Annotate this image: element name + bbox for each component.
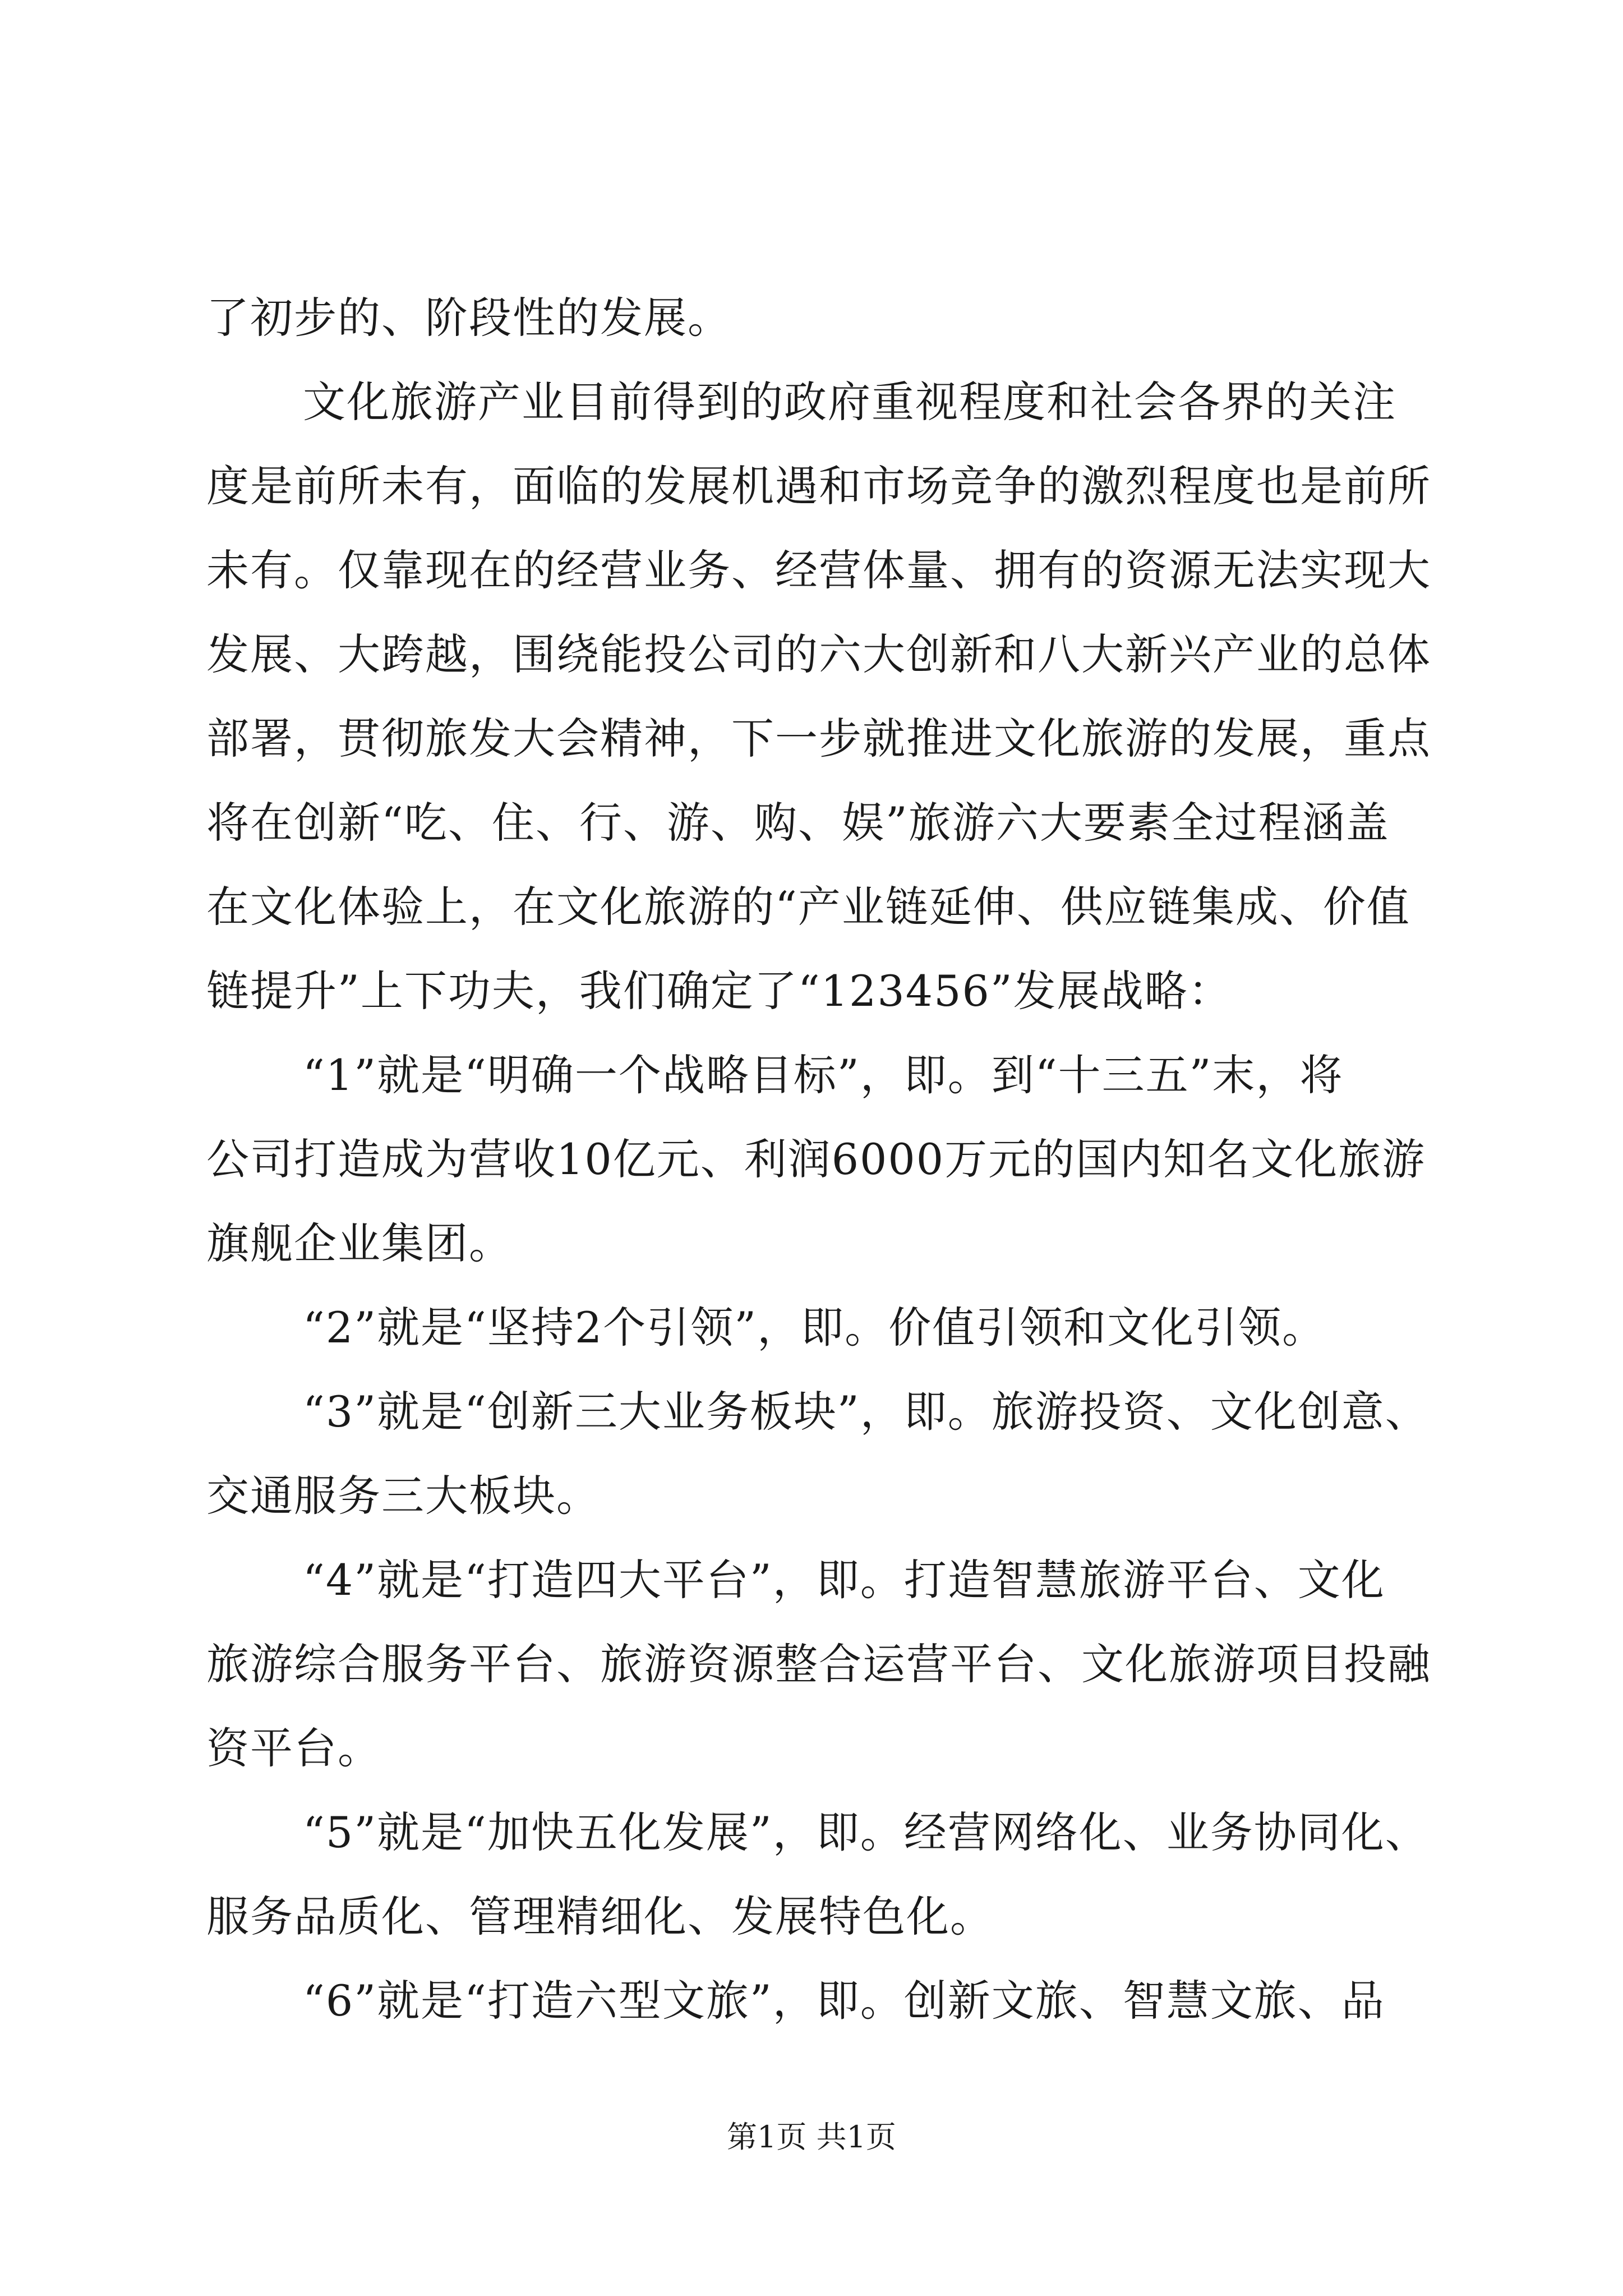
- text-line: 公司打造成为营收10亿元、利润6000万元的国内知名文化旅游: [206, 1134, 1426, 1184]
- paragraph-first-line: “3”就是“创新三大业务板块”，即。旅游投资、文化创意、: [303, 1387, 1429, 1437]
- text-line: 度是前所未有，面临的发展机遇和市场竞争的激烈程度也是前所: [206, 461, 1431, 511]
- paragraph-first-line: “1”就是“明确一个战略目标”，即。到“十三五”末，将: [303, 1050, 1344, 1100]
- paragraph-first-line: “5”就是“加快五化发展”，即。经营网络化、业务协同化、: [303, 1807, 1429, 1857]
- text-line: 在文化体验上，在文化旅游的“产业链延伸、供应链集成、价值: [206, 882, 1410, 932]
- text-line: 旗舰企业集团。: [206, 1218, 513, 1268]
- page-footer: 第1页 共1页: [727, 2119, 896, 2155]
- text-line: 部署，贯彻旅发大会精神，下一步就推进文化旅游的发展，重点: [206, 714, 1431, 763]
- paragraph-first-line: “6”就是“打造六型文旅”，即。创新文旅、智慧文旅、品: [303, 1976, 1385, 2026]
- text-line: 旅游综合服务平台、旅游资源整合运营平台、文化旅游项目投融: [206, 1639, 1431, 1689]
- text-line: 将在创新“吃、住、行、游、购、娱”旅游六大要素全过程涵盖: [206, 798, 1390, 848]
- paragraph-first-line: “4”就是“打造四大平台”，即。打造智慧旅游平台、文化: [303, 1555, 1385, 1605]
- paragraph-first-line: 文化旅游产业目前得到的政府重视程度和社会各界的关注: [303, 377, 1396, 427]
- text-line: 了初步的、阶段性的发展。: [206, 293, 731, 343]
- text-line: 服务品质化、管理精细化、发展特色化。: [206, 1892, 994, 1941]
- text-line: 资平台。: [206, 1723, 381, 1773]
- text-line: 未有。仅靠现在的经营业务、经营体量、拥有的资源无法实现大: [206, 545, 1431, 595]
- text-line: 交通服务三大板块。: [206, 1471, 600, 1521]
- paragraph-first-line: “2”就是“坚持2个引领”，即。价值引领和文化引领。: [303, 1303, 1326, 1352]
- text-line: 发展、大跨越，围绕能投公司的六大创新和八大新兴产业的总体: [206, 629, 1431, 679]
- text-line: 链提升”上下功夫，我们确定了“123456”发展战略：: [206, 966, 1232, 1016]
